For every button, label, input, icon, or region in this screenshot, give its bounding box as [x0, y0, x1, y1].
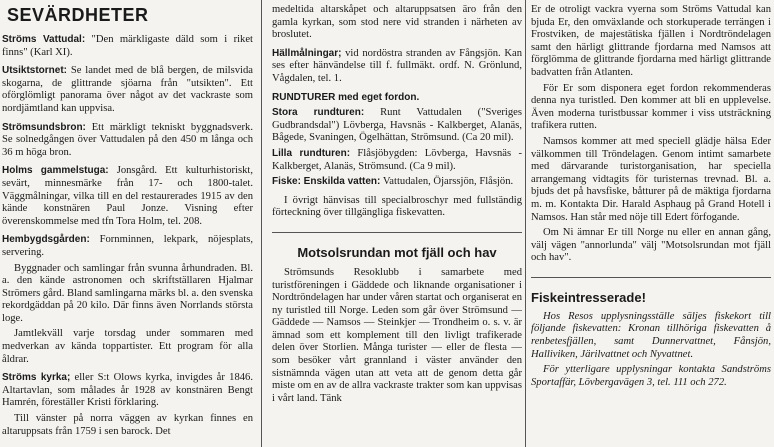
- rundturer-heading-label: RUNDTURER med eget fordon.: [272, 91, 420, 103]
- entry-text: Vattudalen, Öjarssjön, Flåsjön.: [380, 176, 514, 188]
- entry-text: Jonsgård. Ett kulturhistoriskt, sevärt, minnesmärke från 17- och 1800-talet. Väggmålningar, vilka till en del restaurerades 1915 av den kände konstnären Paul Jonze. Visning efter överenskommelse med tfn Tora Holm, tel. 208.: [2, 165, 253, 227]
- paragraph-fiskekort: Hos Resos upplysningsställe säljes fiskekort till följande fiskevatten: Kronan tillhöriga fiskevatten å renbetesfjällen, samt Dunnervattnet, Fånsjön, Halliviken, Järilvattnet och Nyvattnet.: [531, 310, 771, 360]
- entry-lilla-rundturen: [272, 148, 522, 173]
- paragraph-ovrigt: I övrigt hänvisas till specialbroschyr med fullständig förteckning över tillgängliga fiskevatten.: [272, 194, 522, 219]
- entry-label: Fiske: Enskilda vatten:: [272, 176, 381, 188]
- section-title-fiskeintresserade: Fiskeintresserade!: [531, 289, 646, 305]
- entry-holms-gammelstuga: [2, 165, 253, 228]
- column-left: [2, 4, 253, 447]
- column-middle: [272, 4, 522, 447]
- entry-text: Flåsjöbygden: Lövberga, Havsnäs - Kalkberget, Alanäs, Strömsund. (Ca 9 mil).: [272, 147, 522, 172]
- entry-label: Ströms kyrka;: [2, 372, 71, 384]
- paragraph-till-vanster: Till vänster på norra väggen av kyrkan finnes en altaruppsats från 1759 i sen barock. Det: [2, 413, 253, 437]
- paragraph-sportaffar: För ytterligare upplysningar kontakta Sandströms Sportaffär, Lövbergavägen 3, tel. 111 och 272.: [531, 364, 771, 388]
- section-title-motsolsrundan: Motsolsrundan mot fjäll och hav: [297, 244, 497, 260]
- entry-stroms-vattudal: [2, 34, 253, 59]
- entry-label: Holms gammelstuga:: [2, 165, 109, 177]
- paragraph-namsos: Namsos kommer att med speciell glädje hälsa Eder välkommen till Tröndelagen. Genom intimt samarbete med därvarande turistorganisation, har speciella arrangemang vidtagits för turisternas trevnad. Bl. a. bjuds det på havsfiske, båtturer på de mäktiga fjordarna m. m. Kontakta Dir. Harald Asphaug på Grand Hotell i Namsos. Han står med nöje till Edert förfogande.: [531, 135, 771, 223]
- paragraph-norge: Om Ni ämnar Er till Norge nu eller en annan gång, välj vägen "annorlunda" välj "Motsolsrundan mot fjäll och hav".: [531, 227, 771, 264]
- entry-text: "Den märkligaste däld som i riket finns" (Karl XI).: [2, 34, 253, 58]
- entry-label: Hällmålningar;: [272, 47, 342, 59]
- entry-label: Lilla rundturen:: [272, 147, 351, 159]
- paragraph-eget-fordon: För Er som disponera eget fordon rekommenderas denna nya turistled. Den kommer att bli en upplevelse. Även moderna turistbussar kommer i viss utsträckning trafikera rutten.: [531, 82, 771, 132]
- entry-text: eller S:t Olows kyrka, invigdes år 1846. Altartavlan, som målades år 1928 av konstnären Bengt Hamrén, föreställer Kristi förklaring.: [2, 372, 253, 409]
- entry-text: Se landet med de blå bergen, de milsvida skogarna, de glittrande sjöarna från "utsikten". Ett oförglömligt panorama över något av det vackraste som nordjämtland kan uppvisa.: [2, 65, 253, 114]
- entry-label: Ströms Vattudal:: [2, 34, 86, 45]
- entry-label: Hembygdsgården:: [2, 234, 90, 246]
- paragraph-altarskap: medeltida altarskåpet och altaruppsatsen äro från den gamla kyrkan, som stod nere vid stranden i närheten av broslutet.: [272, 4, 522, 41]
- page-title: SEVÄRDHETER: [7, 5, 149, 25]
- entry-text: vid nordöstra stranden av Fångsjön. Kan ses efter hänvändelse till f. fullmäkt. ordf. N. Grönlund, Vågdalen, tel. 1.: [272, 47, 522, 84]
- entry-text: Ett märkligt tekniskt byggnadsverk. Se solnedgången över Vattudalen på den 450 m långa och 36 m höga bron.: [2, 121, 253, 158]
- column-rule-1: [261, 0, 262, 447]
- entry-label: Stora rundturen:: [272, 107, 365, 119]
- column-right: [531, 4, 771, 447]
- entry-text: Runt Vattudalen ("Sveriges Gudbrandsdal") Lövberga, Havsnäs - Kalkberget, Alanäs, Bågede, Svaningen, Ögelhättan, Strömsund. (Ca 20 mil).: [272, 107, 522, 144]
- section-divider: [531, 277, 771, 278]
- entry-text: Fornminnen, lekpark, nöjesplats, servering.: [2, 234, 253, 258]
- entry-label: Utsiktstornet:: [2, 65, 68, 77]
- entry-hallmalningar: [272, 48, 522, 86]
- entry-hembygdsgarden: [2, 234, 253, 259]
- column-rule-2: [525, 0, 526, 447]
- entry-utsiktstornet: [2, 65, 253, 115]
- section-divider: [272, 232, 522, 233]
- entry-stroms-kyrka: [2, 372, 253, 410]
- entry-label: Strömsundsbron:: [2, 121, 86, 133]
- entry-fiske: [272, 176, 522, 189]
- paragraph-vyerna: Er de otroligt vackra vyerna som Ströms Vattudal kan bjuda Er, den omväxlande och storkuperade terrängen i Frostviken, de majestätiska fjällen i Nordtröndelagen samt den härligt glittrande fjordarna med Namsos att förglömma de glittrande fjordarna med härligt glittrande badvatten från Atlanten.: [531, 4, 771, 78]
- paragraph-byggnader: Byggnader och samlingar från svunna århundraden. Bl. a. den kände astronomen och skriftställaren Hjalmar Strömers gård. Bland samlingarna märks bl. a. den svenska rekordgäddan på 20 kilo. Där finns även Norrlands största loge.: [2, 262, 253, 324]
- entry-stora-rundturen: [272, 107, 522, 145]
- paragraph-motsolsrundan: Strömsunds Resoklubb i samarbete med turistföreningen i Gäddede och liknande organisationer i Nordtröndelagen har under våren startat och organiserat en ny turistled till Norge. Leden som går över Strömsund — Gäddede — Namsos — Steinkjer — Trondheim o. s. v. är ämnad som ett komplement till den livligt trafikerade delen över Storlien. Många turister — eller de flesta — som besöker vårt grannland i väster använder den sistnämnda vägen utan att veta att de genom detta går miste om en av de allra vackraste trakter som kan uppvisas i vårt land. Tänk: [272, 266, 522, 404]
- entry-stromsundsbron: [2, 122, 253, 160]
- rundturer-heading: [272, 92, 522, 105]
- paragraph-jamtlekvall: Jamtlekväll varje torsdag under sommaren med medverkan av kända toppartister. Ett program för alla åldrar.: [2, 328, 253, 365]
